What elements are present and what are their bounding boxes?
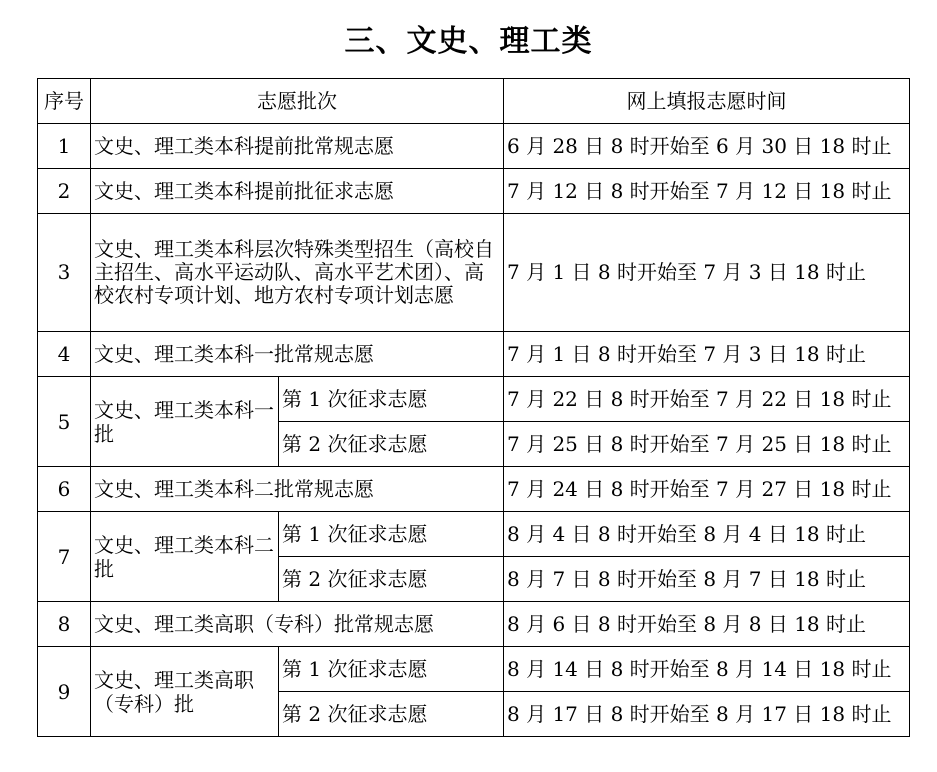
- table-row: [38, 602, 910, 647]
- row-time: 7 月 1 日 8 时开始至 7 月 3 日 18 时止: [504, 332, 910, 377]
- row-sub-batch: 第 2 次征求志愿: [279, 692, 504, 737]
- row-sub-batch: 第 2 次征求志愿: [279, 422, 504, 467]
- row-batch: 文史、理工类本科层次特殊类型招生（高校自主招生、高水平运动队、高水平艺术团）、高校农村专项计划、地方农村专项计划志愿: [91, 214, 504, 332]
- row-sub-batch: 第 1 次征求志愿: [279, 377, 504, 422]
- row-time: 8 月 17 日 8 时开始至 8 月 17 日 18 时止: [504, 692, 910, 737]
- table-row: [38, 377, 910, 422]
- row-batch: 文史、理工类本科二批: [91, 512, 279, 602]
- row-time: 7 月 1 日 8 时开始至 7 月 3 日 18 时止: [504, 214, 910, 332]
- row-batch: 文史、理工类本科一批常规志愿: [91, 332, 504, 377]
- row-seq: 4: [38, 332, 91, 377]
- row-time: 7 月 25 日 8 时开始至 7 月 25 日 18 时止: [504, 422, 910, 467]
- table-row: [38, 124, 910, 169]
- row-time: 8 月 14 日 8 时开始至 8 月 14 日 18 时止: [504, 647, 910, 692]
- table-row: [38, 512, 910, 557]
- row-time: 7 月 22 日 8 时开始至 7 月 22 日 18 时止: [504, 377, 910, 422]
- table-row: [38, 467, 910, 512]
- table-row: [38, 332, 910, 377]
- row-time: 7 月 12 日 8 时开始至 7 月 12 日 18 时止: [504, 169, 910, 214]
- row-batch: 文史、理工类本科提前批常规志愿: [91, 124, 504, 169]
- row-time: 7 月 24 日 8 时开始至 7 月 27 日 18 时止: [504, 467, 910, 512]
- header-batch: 志愿批次: [91, 79, 504, 124]
- row-batch: 文史、理工类本科二批常规志愿: [91, 467, 504, 512]
- header-row: [38, 79, 910, 124]
- row-seq: 3: [38, 214, 91, 332]
- row-seq: 9: [38, 647, 91, 737]
- row-time: 8 月 7 日 8 时开始至 8 月 7 日 18 时止: [504, 557, 910, 602]
- table-row: [38, 169, 910, 214]
- row-seq: 5: [38, 377, 91, 467]
- row-batch: 文史、理工类本科提前批征求志愿: [91, 169, 504, 214]
- page-title: 三、文史、理工类: [344, 24, 593, 59]
- row-batch: 文史、理工类高职（专科）批: [91, 647, 279, 737]
- row-sub-batch: 第 2 次征求志愿: [279, 557, 504, 602]
- table-row: [38, 647, 910, 692]
- header-seq: 序号: [38, 79, 91, 124]
- table-row: [38, 214, 910, 332]
- row-sub-batch: 第 1 次征求志愿: [279, 647, 504, 692]
- header-time: 网上填报志愿时间: [504, 79, 910, 124]
- row-seq: 7: [38, 512, 91, 602]
- row-seq: 6: [38, 467, 91, 512]
- row-time: 8 月 6 日 8 时开始至 8 月 8 日 18 时止: [504, 602, 910, 647]
- row-seq: 1: [38, 124, 91, 169]
- row-batch: 文史、理工类高职（专科）批常规志愿: [91, 602, 504, 647]
- schedule-table: [37, 78, 910, 737]
- row-seq: 2: [38, 169, 91, 214]
- row-time: 6 月 28 日 8 时开始至 6 月 30 日 18 时止: [504, 124, 910, 169]
- row-seq: 8: [38, 602, 91, 647]
- row-batch: 文史、理工类本科一批: [91, 377, 279, 467]
- row-time: 8 月 4 日 8 时开始至 8 月 4 日 18 时止: [504, 512, 910, 557]
- row-sub-batch: 第 1 次征求志愿: [279, 512, 504, 557]
